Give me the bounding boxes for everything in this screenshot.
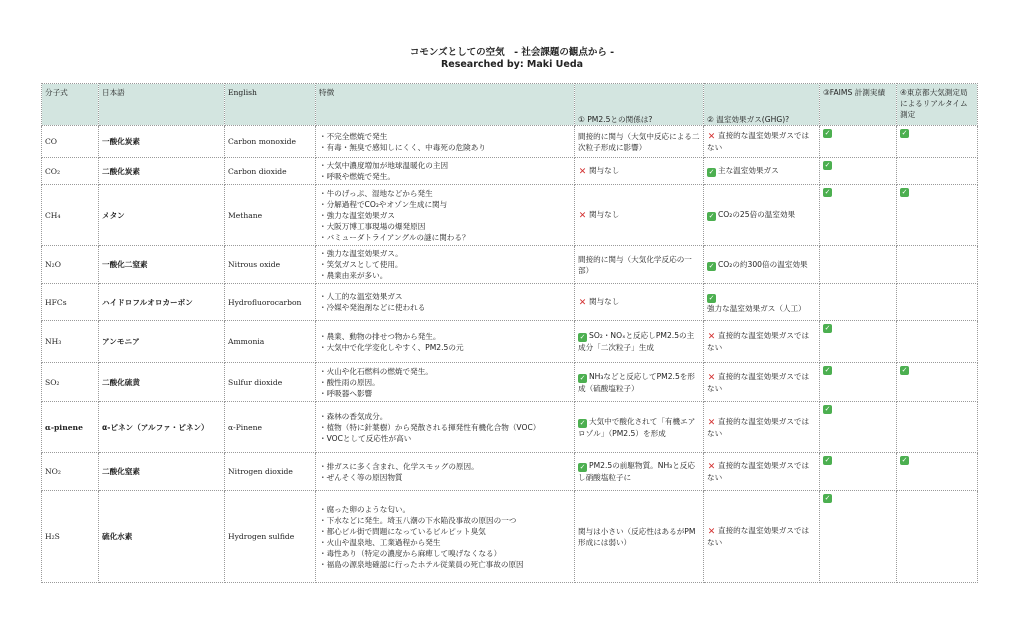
ghg-cell bbox=[704, 453, 820, 491]
cross-icon: ✕ bbox=[707, 332, 716, 342]
table-row bbox=[42, 321, 978, 363]
formula-cell bbox=[42, 321, 99, 363]
formula: NH₃ bbox=[45, 337, 62, 346]
pm25-text: 関与は小さい（反応性はあるがPM形成には弱い） bbox=[578, 526, 696, 547]
feature-line: ・都心ビル街で問題になっているビルピット臭気 bbox=[319, 526, 486, 536]
features-cell bbox=[316, 491, 575, 583]
header-faims: ③FAIMS 計測実績 bbox=[820, 84, 897, 126]
formula: CH₄ bbox=[45, 210, 61, 220]
ghg-cell bbox=[704, 491, 820, 583]
feature-line: ・下水などに発生。埼玉八潮の下水陥没事故の原因の一つ bbox=[319, 515, 517, 525]
check-icon: ✓ bbox=[824, 324, 831, 332]
formula-cell bbox=[42, 158, 99, 185]
tokyo-cell bbox=[897, 185, 978, 246]
ghg-text: CO₂の約300倍の温室効果 bbox=[718, 259, 808, 269]
tokyo-cell bbox=[897, 402, 978, 453]
pm25-text: 関与なし bbox=[589, 297, 620, 306]
feature-line: ・排ガスに多く含まれ、化学スモッグの原因。 bbox=[319, 461, 479, 471]
check-icon: ✓ bbox=[901, 129, 908, 137]
table-row bbox=[42, 246, 978, 284]
header-features: 特徴 bbox=[316, 84, 575, 126]
pm25-text: 関与なし bbox=[589, 166, 620, 175]
japanese-cell bbox=[99, 126, 225, 158]
title-main: コモンズとしての空気 - 社会課題の観点から - bbox=[409, 47, 615, 58]
table-row bbox=[42, 185, 978, 246]
header-formula: 分子式 bbox=[42, 84, 99, 126]
japanese-name: 一酸化二窒素 bbox=[102, 260, 148, 269]
english-name: Hydrofluorocarbon bbox=[228, 297, 302, 307]
japanese-cell bbox=[99, 158, 225, 185]
tokyo-cell bbox=[897, 246, 978, 284]
english-cell bbox=[225, 321, 316, 363]
gas-table bbox=[41, 83, 978, 583]
japanese-cell bbox=[99, 321, 225, 363]
faims-cell bbox=[820, 491, 897, 583]
japanese-cell bbox=[99, 402, 225, 453]
feature-line: ・酸性雨の原因。 bbox=[319, 377, 380, 387]
feature-line: ・腐った卵のような匂い。 bbox=[319, 504, 411, 514]
features-cell bbox=[316, 126, 575, 158]
check-icon: ✓ bbox=[708, 168, 715, 176]
table-row bbox=[42, 491, 978, 583]
japanese-cell bbox=[99, 363, 225, 402]
features-cell bbox=[316, 321, 575, 363]
ghg-text: 強力な温室効果ガス（人工） bbox=[707, 303, 806, 313]
feature-line: ・呼吸や燃焼で発生。 bbox=[319, 172, 395, 181]
feature-line: ・冷媒や発泡剤などに使われる bbox=[319, 303, 426, 312]
japanese-name: α-ピネン（アルファ・ピネン） bbox=[102, 422, 209, 432]
feature-line: ・不完全燃焼で発生 bbox=[319, 131, 388, 141]
feature-line: ・大気中濃度増加が地球温暖化の主因 bbox=[319, 161, 449, 170]
table-row bbox=[42, 126, 978, 158]
faims-cell bbox=[820, 185, 897, 246]
pm25-text: SO₂・NOₓと反応しPM2.5の主成分「二次粒子」生成 bbox=[578, 331, 695, 352]
check-icon: ✓ bbox=[824, 456, 831, 464]
check-icon: ✓ bbox=[579, 418, 586, 427]
pm25-text: PM2.5の前駆物質。NH₃と反応し硝酸塩粒子に bbox=[578, 461, 695, 482]
tokyo-cell bbox=[897, 453, 978, 491]
pm25-cell bbox=[575, 453, 704, 491]
feature-line: ・火山や化石燃料の燃焼で発生。 bbox=[319, 366, 433, 376]
ghg-cell bbox=[704, 126, 820, 158]
english-name: Ammonia bbox=[228, 337, 265, 346]
cross-icon: ✕ bbox=[578, 167, 587, 177]
faims-cell bbox=[820, 363, 897, 402]
check-icon: ✓ bbox=[824, 405, 831, 413]
japanese-cell bbox=[99, 246, 225, 284]
table-body bbox=[42, 126, 978, 583]
english-name: α-Pinene bbox=[228, 422, 263, 432]
japanese-cell bbox=[99, 491, 225, 583]
features-cell bbox=[316, 158, 575, 185]
pm25-text: 関与なし bbox=[589, 210, 620, 219]
ghg-cell bbox=[704, 246, 820, 284]
ghg-cell bbox=[704, 321, 820, 363]
ghg-text: 直接的な温室効果ガスではない bbox=[707, 131, 810, 152]
japanese-name: ハイドロフルオロカーボン bbox=[102, 297, 193, 307]
check-icon: ✓ bbox=[824, 161, 831, 169]
english-name: Methane bbox=[228, 210, 263, 220]
feature-line: ・分解過程でCO₂やオゾン生成に関与 bbox=[319, 199, 448, 209]
header-pm25: ① PM2.5との関係は? bbox=[575, 84, 704, 126]
faims-cell bbox=[820, 402, 897, 453]
formula-cell bbox=[42, 363, 99, 402]
check-icon: ✓ bbox=[824, 366, 831, 374]
pm25-cell bbox=[575, 363, 704, 402]
document-title bbox=[0, 47, 1024, 71]
formula: CO₂ bbox=[45, 166, 61, 176]
english-cell bbox=[225, 158, 316, 185]
pm25-cell bbox=[575, 185, 704, 246]
table-row bbox=[42, 402, 978, 453]
cross-icon: ✕ bbox=[707, 462, 716, 472]
cross-icon: ✕ bbox=[707, 372, 716, 383]
ghg-text: 直接的な温室効果ガスではない bbox=[707, 331, 810, 352]
ghg-text: 主な温室効果ガス bbox=[718, 166, 779, 175]
english-name: Nitrogen dioxide bbox=[228, 467, 293, 476]
ghg-cell bbox=[704, 363, 820, 402]
formula-cell bbox=[42, 185, 99, 246]
features-cell bbox=[316, 402, 575, 453]
header-japanese: 日本語 bbox=[99, 84, 225, 126]
pm25-cell bbox=[575, 402, 704, 453]
table-row bbox=[42, 363, 978, 402]
feature-line: ・強力な温室効果ガス。 bbox=[319, 249, 403, 258]
header-english: English bbox=[225, 84, 316, 126]
pm25-text: 間接的に関与（大気中反応による二次粒子形成に影響） bbox=[578, 131, 700, 152]
feature-line: ・農業由来が多い。 bbox=[319, 271, 388, 280]
formula-cell bbox=[42, 453, 99, 491]
english-cell bbox=[225, 284, 316, 321]
japanese-name: 一酸化炭素 bbox=[102, 137, 140, 146]
faims-cell bbox=[820, 126, 897, 158]
japanese-cell bbox=[99, 284, 225, 321]
tokyo-cell bbox=[897, 158, 978, 185]
english-cell bbox=[225, 491, 316, 583]
formula-cell bbox=[42, 284, 99, 321]
header-ghg: ② 温室効果ガス(GHG)? bbox=[704, 84, 820, 126]
pm25-text: NH₃などと反応してPM2.5を形成（硫酸塩粒子） bbox=[578, 371, 695, 393]
feature-line: ・農業、動物の排せつ物から発生。 bbox=[319, 331, 441, 341]
cross-icon: ✕ bbox=[578, 298, 587, 308]
feature-line: ・大気中で化学変化しやすく、PM2.5の元 bbox=[319, 342, 464, 352]
check-icon: ✓ bbox=[579, 333, 586, 341]
table-row bbox=[42, 284, 978, 321]
english-cell bbox=[225, 246, 316, 284]
faims-cell bbox=[820, 158, 897, 185]
features-cell bbox=[316, 363, 575, 402]
cross-icon: ✕ bbox=[707, 417, 716, 428]
formula: NO₂ bbox=[45, 467, 61, 476]
check-icon: ✓ bbox=[824, 129, 831, 137]
ghg-cell bbox=[704, 185, 820, 246]
feature-line: ・ぜんそく等の原因物質 bbox=[319, 472, 403, 482]
formula: SO₂ bbox=[45, 377, 60, 387]
japanese-cell bbox=[99, 453, 225, 491]
ghg-text: 直接的な温室効果ガスではない bbox=[707, 461, 810, 482]
tokyo-cell bbox=[897, 321, 978, 363]
header-tokyo: ④東京都大気測定局によるリアルタイム測定 bbox=[897, 84, 978, 126]
check-icon: ✓ bbox=[579, 373, 586, 382]
english-name: Nitrous oxide bbox=[228, 260, 281, 269]
features-cell bbox=[316, 246, 575, 284]
faims-cell bbox=[820, 246, 897, 284]
tokyo-cell bbox=[897, 126, 978, 158]
japanese-name: 二酸化硫黄 bbox=[102, 377, 140, 387]
feature-line: ・植物（特に針葉樹）から発散される揮発性有機化合物（VOC） bbox=[319, 422, 541, 432]
cross-icon: ✕ bbox=[578, 211, 587, 221]
feature-line: ・人工的な温室効果ガス bbox=[319, 292, 403, 301]
check-icon: ✓ bbox=[901, 456, 908, 464]
header-row bbox=[42, 84, 978, 126]
cross-icon: ✕ bbox=[707, 527, 716, 537]
japanese-name: 二酸化炭素 bbox=[102, 166, 140, 176]
feature-line: ・森林の香気成分。 bbox=[319, 411, 388, 421]
japanese-name: アンモニア bbox=[102, 337, 140, 346]
ghg-cell bbox=[704, 158, 820, 185]
check-icon: ✓ bbox=[708, 212, 715, 220]
table-row bbox=[42, 158, 978, 185]
ghg-text: 直接的な温室効果ガスではない bbox=[707, 526, 810, 547]
english-cell bbox=[225, 402, 316, 453]
english-name: Carbon monoxide bbox=[228, 137, 297, 146]
english-name: Carbon dioxide bbox=[228, 166, 287, 176]
tokyo-cell bbox=[897, 363, 978, 402]
pm25-cell bbox=[575, 126, 704, 158]
check-icon: ✓ bbox=[708, 293, 715, 302]
feature-line: ・毒性あり（特定の濃度から麻痺して嗅げなくなる） bbox=[319, 548, 502, 558]
formula: N₂O bbox=[45, 260, 61, 269]
check-icon: ✓ bbox=[901, 188, 908, 196]
feature-line: ・笑気ガスとして使用。 bbox=[319, 260, 403, 269]
faims-cell bbox=[820, 453, 897, 491]
check-icon: ✓ bbox=[708, 261, 715, 270]
japanese-cell bbox=[99, 185, 225, 246]
english-cell bbox=[225, 126, 316, 158]
pm25-text: 間接的に関与（大気化学反応の一部） bbox=[578, 254, 692, 275]
tokyo-cell bbox=[897, 491, 978, 583]
faims-cell bbox=[820, 284, 897, 321]
feature-line: ・VOCとして反応性が高い bbox=[319, 433, 412, 443]
formula-cell bbox=[42, 126, 99, 158]
english-cell bbox=[225, 185, 316, 246]
feature-line: ・牛のげっぷ、湿地などから発生 bbox=[319, 188, 433, 198]
pm25-text: 大気中で酸化されて「有機エアロゾル」（PM2.5）を形成 bbox=[578, 416, 696, 438]
table-row bbox=[42, 453, 978, 491]
check-icon: ✓ bbox=[824, 188, 831, 196]
check-icon: ✓ bbox=[824, 494, 831, 502]
ghg-text: 直接的な温室効果ガスではない bbox=[707, 371, 810, 393]
features-cell bbox=[316, 284, 575, 321]
tokyo-cell bbox=[897, 284, 978, 321]
formula: H₂S bbox=[45, 532, 60, 541]
pm25-cell bbox=[575, 491, 704, 583]
check-icon: ✓ bbox=[901, 366, 908, 374]
english-name: Sulfur dioxide bbox=[228, 377, 283, 387]
feature-line: ・有毒・無臭で感知しにくく、中毒死の危険あり bbox=[319, 142, 486, 152]
japanese-name: 硫化水素 bbox=[102, 532, 133, 541]
feature-line: ・大阪万博工事現場の爆発原因 bbox=[319, 221, 426, 231]
english-name: Hydrogen sulfide bbox=[228, 532, 295, 541]
feature-line: ・呼吸器へ影響 bbox=[319, 388, 373, 398]
ghg-cell bbox=[704, 284, 820, 321]
formula-cell bbox=[42, 402, 99, 453]
ghg-text: 直接的な温室効果ガスではない bbox=[707, 416, 810, 438]
english-cell bbox=[225, 453, 316, 491]
formula-cell bbox=[42, 246, 99, 284]
title-author: Researched by: Maki Ueda bbox=[440, 59, 584, 70]
formula: HFCs bbox=[45, 297, 67, 307]
ghg-cell bbox=[704, 402, 820, 453]
formula: α-pinene bbox=[45, 422, 83, 432]
feature-line: ・強力な温室効果ガス bbox=[319, 210, 395, 220]
formula-cell bbox=[42, 491, 99, 583]
feature-line: ・バミューダトライアングルの謎に関わる？ bbox=[319, 232, 470, 242]
pm25-cell bbox=[575, 246, 704, 284]
feature-line: ・火山や温泉地、工業過程から発生 bbox=[319, 537, 441, 547]
japanese-name: メタン bbox=[102, 210, 125, 220]
japanese-name: 二酸化窒素 bbox=[102, 467, 140, 476]
check-icon: ✓ bbox=[579, 463, 586, 471]
pm25-cell bbox=[575, 284, 704, 321]
faims-cell bbox=[820, 321, 897, 363]
pm25-cell bbox=[575, 321, 704, 363]
features-cell bbox=[316, 185, 575, 246]
pm25-cell bbox=[575, 158, 704, 185]
features-cell bbox=[316, 453, 575, 491]
formula: CO bbox=[45, 137, 58, 146]
cross-icon: ✕ bbox=[707, 132, 716, 142]
english-cell bbox=[225, 363, 316, 402]
feature-line: ・福島の源泉地確認に行ったホテル従業員の死亡事故の原因 bbox=[319, 559, 524, 569]
ghg-text: CO₂の25倍の温室効果 bbox=[718, 210, 796, 219]
